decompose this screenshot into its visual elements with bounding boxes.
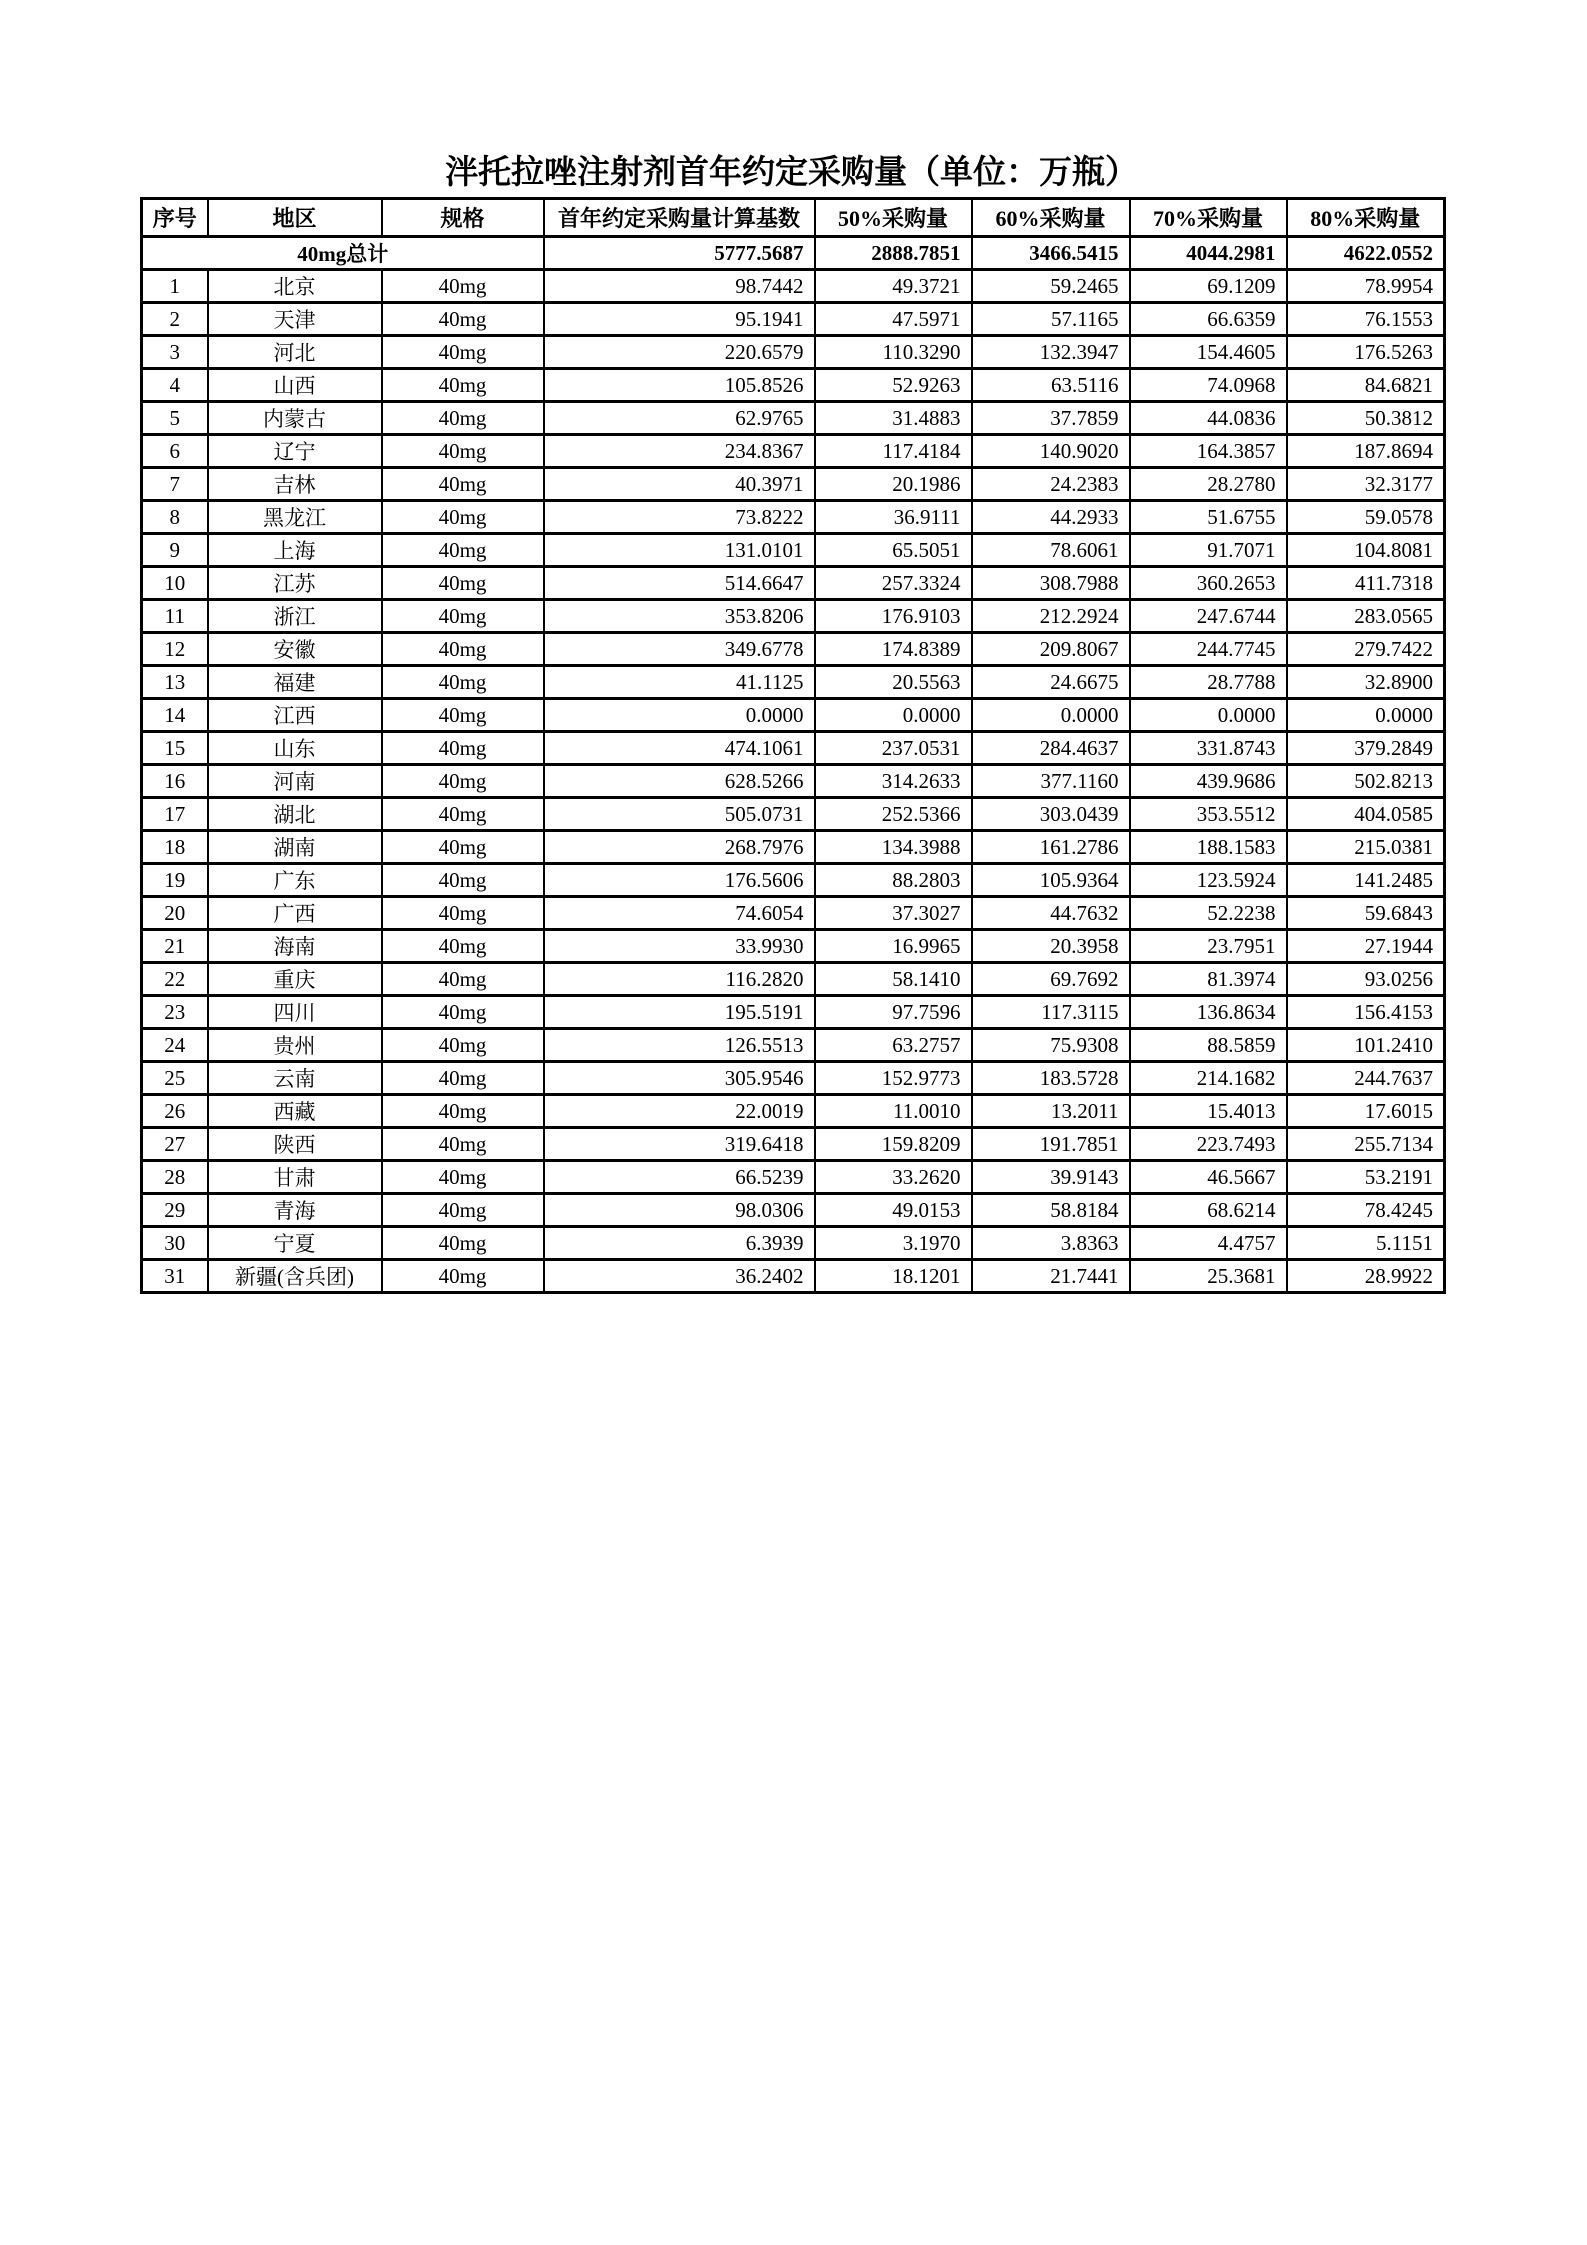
cell-50pct: 314.2633: [815, 765, 972, 798]
cell-base: 176.5606: [544, 864, 815, 897]
cell-spec: 40mg: [382, 1029, 544, 1062]
cell-60pct: 191.7851: [972, 1128, 1130, 1161]
cell-index: 8: [142, 501, 208, 534]
table-row: [142, 732, 1445, 765]
cell-spec: 40mg: [382, 798, 544, 831]
cell-region: 安徽: [208, 633, 382, 666]
total-row: [142, 237, 1445, 270]
cell-index: 15: [142, 732, 208, 765]
cell-50pct: 63.2757: [815, 1029, 972, 1062]
cell-base: 74.6054: [544, 897, 815, 930]
cell-80pct: 59.6843: [1287, 897, 1445, 930]
table-row: [142, 501, 1445, 534]
table-row: [142, 1194, 1445, 1227]
cell-50pct: 31.4883: [815, 402, 972, 435]
cell-70pct: 69.1209: [1130, 270, 1287, 303]
cell-70pct: 223.7493: [1130, 1128, 1287, 1161]
cell-50pct: 3.1970: [815, 1227, 972, 1260]
cell-base: 98.0306: [544, 1194, 815, 1227]
cell-80pct: 27.1944: [1287, 930, 1445, 963]
cell-base: 220.6579: [544, 336, 815, 369]
cell-index: 25: [142, 1062, 208, 1095]
cell-60pct: 44.7632: [972, 897, 1130, 930]
cell-region: 北京: [208, 270, 382, 303]
cell-index: 7: [142, 468, 208, 501]
cell-50pct: 88.2803: [815, 864, 972, 897]
cell-region: 贵州: [208, 1029, 382, 1062]
cell-region: 辽宁: [208, 435, 382, 468]
cell-70pct: 214.1682: [1130, 1062, 1287, 1095]
table-row: [142, 666, 1445, 699]
cell-50pct: 176.9103: [815, 600, 972, 633]
cell-80pct: 255.7134: [1287, 1128, 1445, 1161]
cell-70pct: 25.3681: [1130, 1260, 1287, 1293]
cell-60pct: 212.2924: [972, 600, 1130, 633]
cell-region: 湖北: [208, 798, 382, 831]
cell-region: 四川: [208, 996, 382, 1029]
cell-index: 2: [142, 303, 208, 336]
cell-60pct: 377.1160: [972, 765, 1130, 798]
cell-50pct: 65.5051: [815, 534, 972, 567]
col-header-50pct: 50%采购量: [815, 199, 972, 237]
cell-60pct: 209.8067: [972, 633, 1130, 666]
cell-spec: 40mg: [382, 336, 544, 369]
cell-spec: 40mg: [382, 534, 544, 567]
cell-spec: 40mg: [382, 1128, 544, 1161]
cell-80pct: 244.7637: [1287, 1062, 1445, 1095]
cell-80pct: 411.7318: [1287, 567, 1445, 600]
cell-base: 116.2820: [544, 963, 815, 996]
cell-70pct: 136.8634: [1130, 996, 1287, 1029]
cell-70pct: 360.2653: [1130, 567, 1287, 600]
cell-index: 1: [142, 270, 208, 303]
cell-60pct: 44.2933: [972, 501, 1130, 534]
cell-index: 28: [142, 1161, 208, 1194]
table-row: [142, 1029, 1445, 1062]
cell-region: 海南: [208, 930, 382, 963]
cell-60pct: 183.5728: [972, 1062, 1130, 1095]
cell-70pct: 46.5667: [1130, 1161, 1287, 1194]
cell-region: 西藏: [208, 1095, 382, 1128]
table-row: [142, 1161, 1445, 1194]
cell-80pct: 283.0565: [1287, 600, 1445, 633]
cell-spec: 40mg: [382, 1062, 544, 1095]
cell-50pct: 110.3290: [815, 336, 972, 369]
cell-80pct: 53.2191: [1287, 1161, 1445, 1194]
table-row: [142, 996, 1445, 1029]
cell-80pct: 156.4153: [1287, 996, 1445, 1029]
cell-50pct: 58.1410: [815, 963, 972, 996]
cell-region: 浙江: [208, 600, 382, 633]
cell-70pct: 74.0968: [1130, 369, 1287, 402]
cell-80pct: 78.4245: [1287, 1194, 1445, 1227]
procurement-table: [140, 197, 1446, 1294]
cell-region: 广东: [208, 864, 382, 897]
cell-region: 青海: [208, 1194, 382, 1227]
cell-70pct: 88.5859: [1130, 1029, 1287, 1062]
cell-80pct: 279.7422: [1287, 633, 1445, 666]
cell-base: 126.5513: [544, 1029, 815, 1062]
cell-70pct: 0.0000: [1130, 699, 1287, 732]
table-row: [142, 303, 1445, 336]
table-row: [142, 336, 1445, 369]
cell-60pct: 59.2465: [972, 270, 1130, 303]
cell-60pct: 308.7988: [972, 567, 1130, 600]
cell-60pct: 75.9308: [972, 1029, 1130, 1062]
table-row: [142, 567, 1445, 600]
cell-index: 12: [142, 633, 208, 666]
cell-spec: 40mg: [382, 501, 544, 534]
cell-70pct: 4.4757: [1130, 1227, 1287, 1260]
table-row: [142, 765, 1445, 798]
cell-region: 天津: [208, 303, 382, 336]
table-row: [142, 633, 1445, 666]
cell-base: 62.9765: [544, 402, 815, 435]
cell-base: 353.8206: [544, 600, 815, 633]
table-row: [142, 1128, 1445, 1161]
cell-50pct: 49.0153: [815, 1194, 972, 1227]
cell-70pct: 188.1583: [1130, 831, 1287, 864]
cell-70pct: 28.2780: [1130, 468, 1287, 501]
table-row: [142, 1095, 1445, 1128]
cell-region: 湖南: [208, 831, 382, 864]
total-70pct: 4044.2981: [1130, 237, 1287, 270]
table-row: [142, 600, 1445, 633]
cell-region: 福建: [208, 666, 382, 699]
cell-base: 105.8526: [544, 369, 815, 402]
cell-index: 31: [142, 1260, 208, 1293]
cell-base: 95.1941: [544, 303, 815, 336]
cell-base: 195.5191: [544, 996, 815, 1029]
cell-base: 349.6778: [544, 633, 815, 666]
cell-50pct: 174.8389: [815, 633, 972, 666]
cell-base: 36.2402: [544, 1260, 815, 1293]
cell-index: 13: [142, 666, 208, 699]
cell-base: 505.0731: [544, 798, 815, 831]
cell-70pct: 15.4013: [1130, 1095, 1287, 1128]
table-row: [142, 534, 1445, 567]
cell-80pct: 187.8694: [1287, 435, 1445, 468]
cell-index: 21: [142, 930, 208, 963]
cell-region: 广西: [208, 897, 382, 930]
cell-spec: 40mg: [382, 765, 544, 798]
cell-index: 29: [142, 1194, 208, 1227]
cell-80pct: 176.5263: [1287, 336, 1445, 369]
cell-50pct: 20.1986: [815, 468, 972, 501]
cell-spec: 40mg: [382, 996, 544, 1029]
table-body: [142, 237, 1445, 1293]
cell-70pct: 331.8743: [1130, 732, 1287, 765]
cell-base: 40.3971: [544, 468, 815, 501]
cell-index: 3: [142, 336, 208, 369]
cell-region: 云南: [208, 1062, 382, 1095]
table-row: [142, 1260, 1445, 1293]
cell-60pct: 140.9020: [972, 435, 1130, 468]
cell-80pct: 32.3177: [1287, 468, 1445, 501]
table-row: [142, 1062, 1445, 1095]
total-60pct: 3466.5415: [972, 237, 1130, 270]
cell-70pct: 439.9686: [1130, 765, 1287, 798]
cell-60pct: 132.3947: [972, 336, 1130, 369]
cell-spec: 40mg: [382, 303, 544, 336]
total-50pct: 2888.7851: [815, 237, 972, 270]
cell-spec: 40mg: [382, 732, 544, 765]
cell-60pct: 78.6061: [972, 534, 1130, 567]
header-row: [142, 199, 1445, 237]
cell-base: 66.5239: [544, 1161, 815, 1194]
cell-60pct: 24.6675: [972, 666, 1130, 699]
cell-50pct: 257.3324: [815, 567, 972, 600]
table-row: [142, 930, 1445, 963]
cell-index: 26: [142, 1095, 208, 1128]
cell-80pct: 104.8081: [1287, 534, 1445, 567]
cell-base: 628.5266: [544, 765, 815, 798]
cell-60pct: 13.2011: [972, 1095, 1130, 1128]
cell-70pct: 28.7788: [1130, 666, 1287, 699]
table-row: [142, 270, 1445, 303]
cell-spec: 40mg: [382, 897, 544, 930]
cell-80pct: 101.2410: [1287, 1029, 1445, 1062]
cell-spec: 40mg: [382, 963, 544, 996]
cell-index: 16: [142, 765, 208, 798]
cell-60pct: 69.7692: [972, 963, 1130, 996]
cell-region: 吉林: [208, 468, 382, 501]
cell-70pct: 247.6744: [1130, 600, 1287, 633]
cell-spec: 40mg: [382, 864, 544, 897]
cell-70pct: 81.3974: [1130, 963, 1287, 996]
cell-80pct: 17.6015: [1287, 1095, 1445, 1128]
cell-80pct: 93.0256: [1287, 963, 1445, 996]
cell-50pct: 159.8209: [815, 1128, 972, 1161]
cell-spec: 40mg: [382, 1260, 544, 1293]
cell-60pct: 63.5116: [972, 369, 1130, 402]
cell-60pct: 303.0439: [972, 798, 1130, 831]
col-header-70pct: 70%采购量: [1130, 199, 1287, 237]
cell-spec: 40mg: [382, 666, 544, 699]
cell-spec: 40mg: [382, 930, 544, 963]
cell-50pct: 20.5563: [815, 666, 972, 699]
cell-region: 宁夏: [208, 1227, 382, 1260]
cell-spec: 40mg: [382, 435, 544, 468]
cell-50pct: 152.9773: [815, 1062, 972, 1095]
cell-base: 305.9546: [544, 1062, 815, 1095]
cell-base: 234.8367: [544, 435, 815, 468]
cell-60pct: 39.9143: [972, 1161, 1130, 1194]
cell-base: 268.7976: [544, 831, 815, 864]
cell-index: 22: [142, 963, 208, 996]
cell-spec: 40mg: [382, 567, 544, 600]
cell-70pct: 23.7951: [1130, 930, 1287, 963]
cell-base: 33.9930: [544, 930, 815, 963]
cell-70pct: 68.6214: [1130, 1194, 1287, 1227]
cell-50pct: 37.3027: [815, 897, 972, 930]
cell-index: 27: [142, 1128, 208, 1161]
cell-base: 98.7442: [544, 270, 815, 303]
cell-region: 黑龙江: [208, 501, 382, 534]
cell-50pct: 134.3988: [815, 831, 972, 864]
table-row: [142, 435, 1445, 468]
cell-60pct: 0.0000: [972, 699, 1130, 732]
table-row: [142, 1227, 1445, 1260]
cell-80pct: 141.2485: [1287, 864, 1445, 897]
cell-base: 514.6647: [544, 567, 815, 600]
cell-70pct: 123.5924: [1130, 864, 1287, 897]
cell-80pct: 379.2849: [1287, 732, 1445, 765]
cell-70pct: 52.2238: [1130, 897, 1287, 930]
cell-index: 20: [142, 897, 208, 930]
cell-index: 14: [142, 699, 208, 732]
cell-50pct: 11.0010: [815, 1095, 972, 1128]
cell-60pct: 20.3958: [972, 930, 1130, 963]
cell-index: 17: [142, 798, 208, 831]
cell-60pct: 21.7441: [972, 1260, 1130, 1293]
cell-region: 山西: [208, 369, 382, 402]
cell-80pct: 0.0000: [1287, 699, 1445, 732]
cell-region: 山东: [208, 732, 382, 765]
cell-index: 19: [142, 864, 208, 897]
table-row: [142, 864, 1445, 897]
cell-50pct: 97.7596: [815, 996, 972, 1029]
cell-50pct: 49.3721: [815, 270, 972, 303]
cell-index: 10: [142, 567, 208, 600]
cell-50pct: 47.5971: [815, 303, 972, 336]
cell-index: 30: [142, 1227, 208, 1260]
table-row: [142, 831, 1445, 864]
cell-spec: 40mg: [382, 633, 544, 666]
cell-70pct: 44.0836: [1130, 402, 1287, 435]
cell-region: 重庆: [208, 963, 382, 996]
total-base: 5777.5687: [544, 237, 815, 270]
cell-60pct: 24.2383: [972, 468, 1130, 501]
cell-50pct: 36.9111: [815, 501, 972, 534]
cell-region: 河南: [208, 765, 382, 798]
cell-base: 41.1125: [544, 666, 815, 699]
cell-index: 6: [142, 435, 208, 468]
table-row: [142, 897, 1445, 930]
cell-60pct: 57.1165: [972, 303, 1130, 336]
cell-index: 4: [142, 369, 208, 402]
cell-spec: 40mg: [382, 1095, 544, 1128]
cell-50pct: 18.1201: [815, 1260, 972, 1293]
col-header-60pct: 60%采购量: [972, 199, 1130, 237]
cell-70pct: 164.3857: [1130, 435, 1287, 468]
cell-60pct: 117.3115: [972, 996, 1130, 1029]
cell-region: 河北: [208, 336, 382, 369]
col-header-base: 首年约定采购量计算基数: [544, 199, 815, 237]
cell-base: 319.6418: [544, 1128, 815, 1161]
cell-region: 上海: [208, 534, 382, 567]
cell-60pct: 3.8363: [972, 1227, 1130, 1260]
cell-spec: 40mg: [382, 600, 544, 633]
cell-80pct: 50.3812: [1287, 402, 1445, 435]
cell-70pct: 91.7071: [1130, 534, 1287, 567]
cell-region: 陕西: [208, 1128, 382, 1161]
cell-index: 11: [142, 600, 208, 633]
table-row: [142, 963, 1445, 996]
cell-spec: 40mg: [382, 699, 544, 732]
cell-70pct: 51.6755: [1130, 501, 1287, 534]
cell-80pct: 215.0381: [1287, 831, 1445, 864]
cell-60pct: 161.2786: [972, 831, 1130, 864]
cell-80pct: 502.8213: [1287, 765, 1445, 798]
total-80pct: 4622.0552: [1287, 237, 1445, 270]
cell-base: 0.0000: [544, 699, 815, 732]
table-row: [142, 468, 1445, 501]
cell-spec: 40mg: [382, 1161, 544, 1194]
cell-spec: 40mg: [382, 1194, 544, 1227]
cell-80pct: 5.1151: [1287, 1227, 1445, 1260]
cell-base: 131.0101: [544, 534, 815, 567]
table-row: [142, 798, 1445, 831]
cell-70pct: 66.6359: [1130, 303, 1287, 336]
table-row: [142, 402, 1445, 435]
cell-region: 甘肃: [208, 1161, 382, 1194]
cell-base: 6.3939: [544, 1227, 815, 1260]
col-header-index: 序号: [142, 199, 208, 237]
cell-spec: 40mg: [382, 402, 544, 435]
cell-index: 24: [142, 1029, 208, 1062]
cell-80pct: 32.8900: [1287, 666, 1445, 699]
cell-80pct: 28.9922: [1287, 1260, 1445, 1293]
cell-spec: 40mg: [382, 369, 544, 402]
cell-80pct: 78.9954: [1287, 270, 1445, 303]
cell-index: 18: [142, 831, 208, 864]
cell-index: 23: [142, 996, 208, 1029]
cell-80pct: 84.6821: [1287, 369, 1445, 402]
cell-50pct: 117.4184: [815, 435, 972, 468]
table-row: [142, 699, 1445, 732]
cell-spec: 40mg: [382, 468, 544, 501]
cell-base: 474.1061: [544, 732, 815, 765]
cell-spec: 40mg: [382, 1227, 544, 1260]
cell-50pct: 237.0531: [815, 732, 972, 765]
cell-base: 22.0019: [544, 1095, 815, 1128]
cell-region: 江西: [208, 699, 382, 732]
total-label: 40mg总计: [142, 237, 544, 270]
cell-60pct: 105.9364: [972, 864, 1130, 897]
cell-60pct: 58.8184: [972, 1194, 1130, 1227]
cell-80pct: 76.1553: [1287, 303, 1445, 336]
cell-50pct: 0.0000: [815, 699, 972, 732]
cell-60pct: 284.4637: [972, 732, 1130, 765]
cell-index: 9: [142, 534, 208, 567]
cell-spec: 40mg: [382, 831, 544, 864]
cell-region: 江苏: [208, 567, 382, 600]
page-title: 泮托拉唑注射剂首年约定采购量（单位：万瓶）: [445, 155, 1138, 191]
col-header-region: 地区: [208, 199, 382, 237]
cell-base: 73.8222: [544, 501, 815, 534]
cell-70pct: 154.4605: [1130, 336, 1287, 369]
cell-spec: 40mg: [382, 270, 544, 303]
col-header-80pct: 80%采购量: [1287, 199, 1445, 237]
cell-80pct: 59.0578: [1287, 501, 1445, 534]
cell-50pct: 252.5366: [815, 798, 972, 831]
cell-70pct: 244.7745: [1130, 633, 1287, 666]
cell-region: 新疆(含兵团): [208, 1260, 382, 1293]
cell-index: 5: [142, 402, 208, 435]
cell-50pct: 33.2620: [815, 1161, 972, 1194]
cell-region: 内蒙古: [208, 402, 382, 435]
cell-80pct: 404.0585: [1287, 798, 1445, 831]
cell-50pct: 16.9965: [815, 930, 972, 963]
table-row: [142, 369, 1445, 402]
cell-50pct: 52.9263: [815, 369, 972, 402]
cell-70pct: 353.5512: [1130, 798, 1287, 831]
col-header-spec: 规格: [382, 199, 544, 237]
cell-60pct: 37.7859: [972, 402, 1130, 435]
